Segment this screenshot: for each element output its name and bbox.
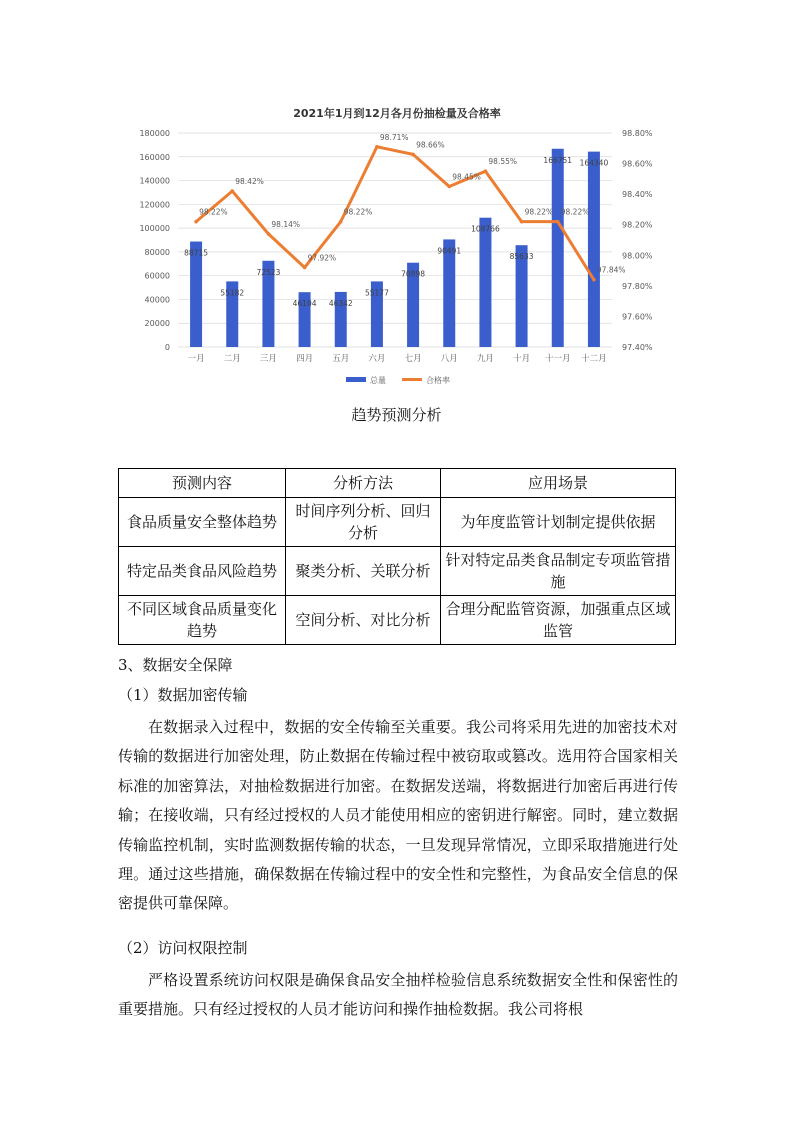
y-right-tick-label: 98.00% — [622, 251, 653, 261]
y-left-tick-label: 120000 — [139, 200, 170, 210]
table-header-row — [119, 469, 676, 498]
line-data-label: 98.22% — [560, 207, 590, 217]
x-tick-label: 一月 — [187, 354, 205, 364]
subsection-heading-encryption: （1）数据加密传输 — [118, 686, 248, 704]
table-row — [119, 498, 676, 547]
line-point — [520, 220, 524, 224]
y-right-tick-label: 97.80% — [622, 281, 653, 291]
line-point — [411, 153, 415, 157]
chart-title: 2021年1月到12月各月份抽检量及合格率 — [293, 107, 501, 120]
line-point — [375, 145, 379, 149]
y-left-tick-label: 40000 — [144, 295, 170, 305]
table-row — [119, 596, 676, 645]
line-data-label: 98.42% — [235, 177, 264, 187]
y-right-tick-label: 98.60% — [622, 159, 653, 169]
y-left-tick-label: 160000 — [139, 152, 170, 162]
y-left-tick-label: 0 — [164, 343, 170, 352]
x-tick-label: 四月 — [296, 354, 314, 364]
bar-data-label: 55182 — [220, 288, 245, 298]
y-left-tick-label: 180000 — [139, 129, 170, 138]
y-left-tick-label: 60000 — [144, 271, 170, 281]
legend-swatch-bar — [346, 377, 366, 382]
table-cell: 特定品类食品风险趋势 — [119, 547, 286, 596]
bar-data-label: 164340 — [579, 158, 609, 168]
header-cell: 应用场景 — [441, 469, 676, 498]
x-tick-label: 二月 — [223, 354, 241, 364]
y-left-tick-label: 80000 — [144, 247, 170, 257]
line-point — [230, 189, 234, 193]
line-point — [194, 220, 198, 224]
table-cell: 合理分配监管资源，加强重点区域监管 — [441, 596, 676, 645]
legend-label: 总量 — [370, 376, 386, 385]
y-right-tick-label: 97.60% — [622, 312, 653, 322]
table-cell: 食品质量安全整体趋势 — [119, 498, 286, 547]
line-point — [303, 266, 307, 270]
bar — [552, 149, 564, 347]
bar-data-label: 166751 — [543, 155, 573, 165]
x-tick-label: 十一月 — [544, 354, 571, 364]
x-tick-label: 八月 — [440, 354, 458, 364]
x-tick-label: 九月 — [476, 354, 494, 364]
prediction-table — [118, 468, 676, 645]
table-cell: 聚类分析、关联分析 — [286, 547, 441, 596]
line-data-label: 98.55% — [488, 157, 518, 167]
bar-data-label: 88715 — [184, 248, 209, 258]
line-data-label: 97.92% — [307, 253, 337, 263]
line-point — [592, 278, 596, 282]
x-tick-label: 六月 — [368, 354, 386, 364]
table-row — [119, 547, 676, 596]
bar-line-chart — [130, 95, 665, 400]
table-cell: 空间分析、对比分析 — [286, 596, 441, 645]
x-tick-label: 三月 — [259, 354, 277, 364]
bar-data-label: 108766 — [471, 224, 500, 234]
table-cell: 时间序列分析、回归分析 — [286, 498, 441, 547]
section-heading: 3、数据安全保障 — [118, 656, 233, 674]
y-right-tick-label: 98.20% — [622, 220, 653, 230]
bar — [443, 239, 455, 347]
bar-data-label: 70898 — [401, 269, 426, 279]
table-cell: 针对特定品类食品制定专项监管措施 — [441, 547, 676, 596]
header-cell: 预测内容 — [119, 469, 286, 498]
bar-data-label: 90491 — [437, 246, 462, 256]
x-tick-label: 十月 — [513, 354, 531, 364]
x-tick-label: 十二月 — [581, 354, 607, 364]
line-point — [484, 169, 488, 173]
y-left-tick-label: 140000 — [139, 176, 170, 186]
table-cell: 为年度监管计划制定提供依据 — [441, 498, 676, 547]
line-point — [556, 220, 560, 224]
line-point — [339, 220, 343, 224]
x-tick-label: 五月 — [332, 354, 350, 364]
y-right-tick-label: 98.80% — [622, 129, 653, 138]
y-left-tick-label: 20000 — [144, 319, 170, 329]
y-left-tick-label: 100000 — [139, 224, 170, 234]
bar-data-label: 46104 — [292, 299, 317, 309]
table-cell: 不同区域食品质量变化趋势 — [119, 596, 286, 645]
chart-caption: 趋势预测分析 — [351, 406, 442, 424]
line-data-label: 97.84% — [596, 265, 626, 275]
subsection-heading-access: （2）访问权限控制 — [118, 939, 248, 957]
line-data-label: 98.45% — [452, 172, 481, 182]
paragraph-encryption: 在数据录入过程中，数据的安全传输至关重要。我公司将采用先进的加密技术对传输的数据进行加密处理，防止数据在传输过程中被窃取或篡改。选用符合国家相关标准的加密算法，对抽检数据进行加密。在数据发送端，将数据进行加密后再进行传输；在接收端，只有经过授权的人员才能使用相应的密钥进行解密。同时，建立数据传输监控机制，实时监测数据传输的状态，一旦发现异常情况，立即采取措施进行处理。通过这些措施，确保数据在传输过程中的安全性和完整性，为食品安全信息的保密提供可靠保障。 — [118, 718, 678, 913]
header-cell: 分析方法 — [286, 469, 441, 498]
line-data-label: 98.14% — [271, 219, 301, 229]
line-point — [447, 185, 451, 189]
y-right-tick-label: 98.40% — [622, 190, 653, 200]
line-data-label: 98.66% — [416, 140, 445, 150]
bar-data-label: 85633 — [509, 252, 534, 262]
line-data-label: 98.71% — [379, 132, 409, 142]
legend-label: 合格率 — [426, 376, 450, 385]
x-tick-label: 七月 — [404, 354, 422, 364]
line-data-label: 98.22% — [199, 207, 228, 217]
bar — [479, 218, 491, 347]
bar-data-label: 55177 — [364, 288, 389, 298]
y-right-tick-label: 97.40% — [622, 343, 653, 352]
chart — [130, 95, 665, 400]
paragraph-access: 严格设置系统访问权限是确保食品安全抽样检验信息系统数据安全性和保密性的重要措施。只有经过授权的人员才能访问和操作抽检数据。我公司将根 — [118, 971, 678, 1019]
line-data-label: 98.22% — [524, 207, 554, 217]
line-point — [267, 232, 271, 236]
bar — [588, 152, 600, 347]
line-data-label: 98.22% — [343, 207, 373, 217]
bar-data-label: 72523 — [256, 267, 281, 277]
bar-data-label: 46342 — [328, 298, 353, 308]
